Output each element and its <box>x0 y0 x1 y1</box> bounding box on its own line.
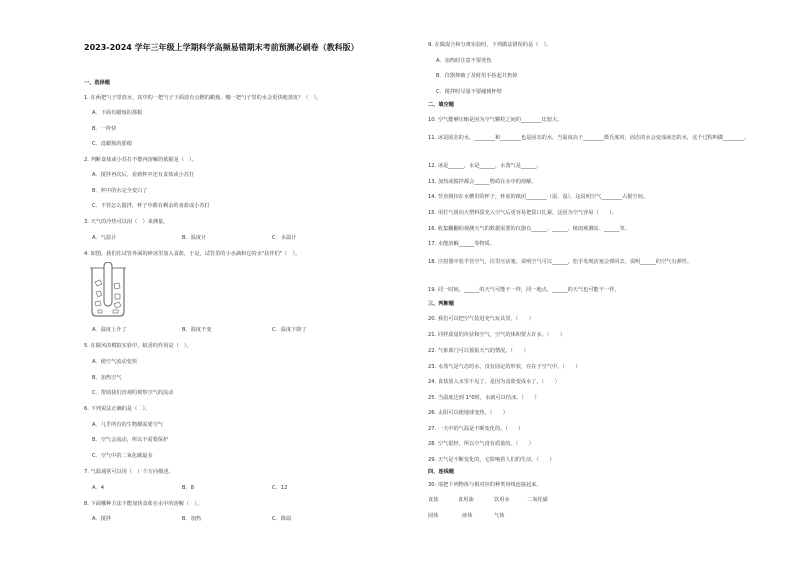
q5-option-c: C．帮助我们直观的观察空气的流动 <box>92 390 174 396</box>
q5-option-a: A．使空气流动变快 <box>92 359 138 365</box>
match-type-solid: 固体 <box>428 513 439 519</box>
question-1: 1. 在两把勺子里放水，其中的一把勺子下面放有点燃的蜡烛，哪一把勺子里的水会更快地蒸发？（ ）。 <box>84 95 322 101</box>
q2-option-a: A．搅拌再次后，看到杯中还有食盐或小苏打 <box>92 172 195 178</box>
question-30: 30. 请把下列物体与相对应的种类用线连接起来。 <box>428 482 542 488</box>
question-6: 6. 下列说法正确的是（ ）。 <box>84 406 151 412</box>
question-10: 10. 空气能够压缩是因为空气颗粒之间的________比较大。 <box>428 117 563 123</box>
q3-option-a: A．气温计 <box>92 235 117 241</box>
question-27: 27. 一天中的气温是不断变化的。（ ） <box>428 426 524 432</box>
question-12: 12. 冰是______，水是______，水蒸气是______。 <box>428 163 542 169</box>
question-7: 7. 气温通常可以用（ ）个方向描述。 <box>84 469 174 475</box>
q1-option-a: A．下面有蜡烛的那根 <box>92 110 143 116</box>
question-4: 4. 如图，我们往试管外面的碎冰里加入食盐，于是，试管里的小水滴和它的水"扶伴们"（ ）。 <box>84 251 301 257</box>
section-judge-heading: 三、判断题 <box>428 301 454 307</box>
question-5: 5. 在做风的模拟实验中，蚊香的作用是（ ）。 <box>84 343 192 349</box>
beaker-ice-illustration <box>88 262 128 318</box>
q4-option-b: B．温度不变 <box>182 327 212 333</box>
match-type-gas: 气体 <box>494 513 505 519</box>
question-18: 18. 注射器中装半管空气，往里压活塞，说明空气可以______，松手发现活塞会弹回去，说明______的空气有弹性。 <box>428 259 693 265</box>
q7-option-b: B．8 <box>182 485 195 491</box>
q7-option-a: A．4 <box>92 485 105 491</box>
question-8: 8. 下面哪种方法不能加快食盐在水中的溶解（ ）。 <box>84 501 203 507</box>
match-item-salt: 食盐 <box>428 497 439 503</box>
question-23: 23. 水蒸气是气态的水，没有固定的形状，存在于空气中。（ ） <box>428 364 581 370</box>
q5-option-b: B．加热空气 <box>92 375 122 381</box>
q9-option-a: A．加热时注意不要烫伤 <box>436 58 492 64</box>
q8-option-a: A．搅拌 <box>92 516 112 522</box>
q7-option-c: C．12 <box>272 485 288 491</box>
question-9: 9. 在做混合和分离实验时，下列做法错误的是（ ）。 <box>428 42 552 48</box>
question-13: 13. 加热或搅拌都会______物质在水中的溶解。 <box>428 179 537 185</box>
section-choice-heading: 一、选择题 <box>84 80 110 86</box>
question-25: 25. 当温度达到 1°0时，水就可以结冰。（ ） <box>428 395 540 401</box>
question-22: 22. 气象部门可以预报天气的情况。（ ） <box>428 348 529 354</box>
question-29: 29. 天气是不断变化的，它影响着人们的生活。（ ） <box>428 457 555 463</box>
question-11: 11. 冰是固态的水，________和________也是固态的水，当温度高于________摄氏度时，固态的水会变成液态的水，这个过程叫做________。 <box>428 135 750 141</box>
question-17: 17. 水能溶解______等物质。 <box>428 241 495 247</box>
match-type-liquid: 液体 <box>462 513 473 519</box>
question-28: 28. 空气很轻，所以空气没有质量的。（ ） <box>428 441 534 447</box>
q8-option-c: C．降温 <box>272 516 292 522</box>
q6-option-a: A．几乎所有的生物都需要空气 <box>92 422 163 428</box>
q3-option-c: C．水温计 <box>272 235 297 241</box>
q1-option-c: C．没蜡烛的那根 <box>92 141 132 147</box>
q2-option-c: C．不管怎么搅拌，杯子中都有剩余的食盐或小苏打 <box>92 203 210 209</box>
q6-option-c: C．空气中的二氧化碳最多 <box>92 453 153 459</box>
section-fill-heading: 二、填空题 <box>428 102 454 108</box>
question-26: 26. 太阳可以使地球变热。（ ） <box>428 410 508 416</box>
match-item-co2: 二氧化碳 <box>527 497 548 503</box>
question-3: 3. 天气的冷热可以用（ ）来测量。 <box>84 219 169 225</box>
question-20: 20. 我们可以把空气装进充气玩具里。（ ） <box>428 316 534 322</box>
match-item-water: 饮用水 <box>494 497 510 503</box>
question-24: 24. 食盐放入水里不见了，是因为食盐变成水了。（ ） <box>428 379 560 385</box>
q1-option-b: B．一样快 <box>92 126 117 132</box>
q9-option-b: B．仪器摔破了及时用手捡起并扔掉 <box>436 73 518 79</box>
question-14: 14. 竖直倒扣在水槽里的杯子，杯底的纸团________（湿、湿），这说明空气________占据空间。 <box>428 194 648 200</box>
exam-title: 2023-2024 学年三年级上学期科学高频易错期末考前预测必刷卷（教科版） <box>84 43 359 52</box>
q4-option-c: C．温度下降了 <box>272 327 307 333</box>
q4-option-a: A．温度上升了 <box>92 327 127 333</box>
question-2: 2. 判断食盐或小苏打不能再溶解的依据是（ ）。 <box>84 157 197 163</box>
question-15: 15. 用打气筒向大塑料袋充入空气后更容易把袋口扎紧，这因为空气容易（ ）。 <box>428 210 617 216</box>
q9-option-c: C．搅拌时尽量不要碰到杯壁 <box>436 89 502 95</box>
q6-option-b: B．空气会流动，所以不需要保护 <box>92 437 169 443</box>
question-21: 21. 同样质量的块状和空气，空气的体积要大许多。（ ） <box>428 332 565 338</box>
q2-option-b: B．杯中的水完全变白了 <box>92 188 148 194</box>
section-match-heading: 四、连线题 <box>428 469 454 475</box>
q3-option-b: B．温度计 <box>182 235 207 241</box>
match-item-oil: 食用油 <box>458 497 474 503</box>
q8-option-b: B．加热 <box>182 516 202 522</box>
question-19: 19. 同一时间，______的天气可能不一样，同一地点，______的天气也可能不一样。 <box>428 287 620 293</box>
question-16: 16. 收集翻翻的观测天气的数据需要的仪器有______、______、植雨观测站、______等。 <box>428 226 630 232</box>
